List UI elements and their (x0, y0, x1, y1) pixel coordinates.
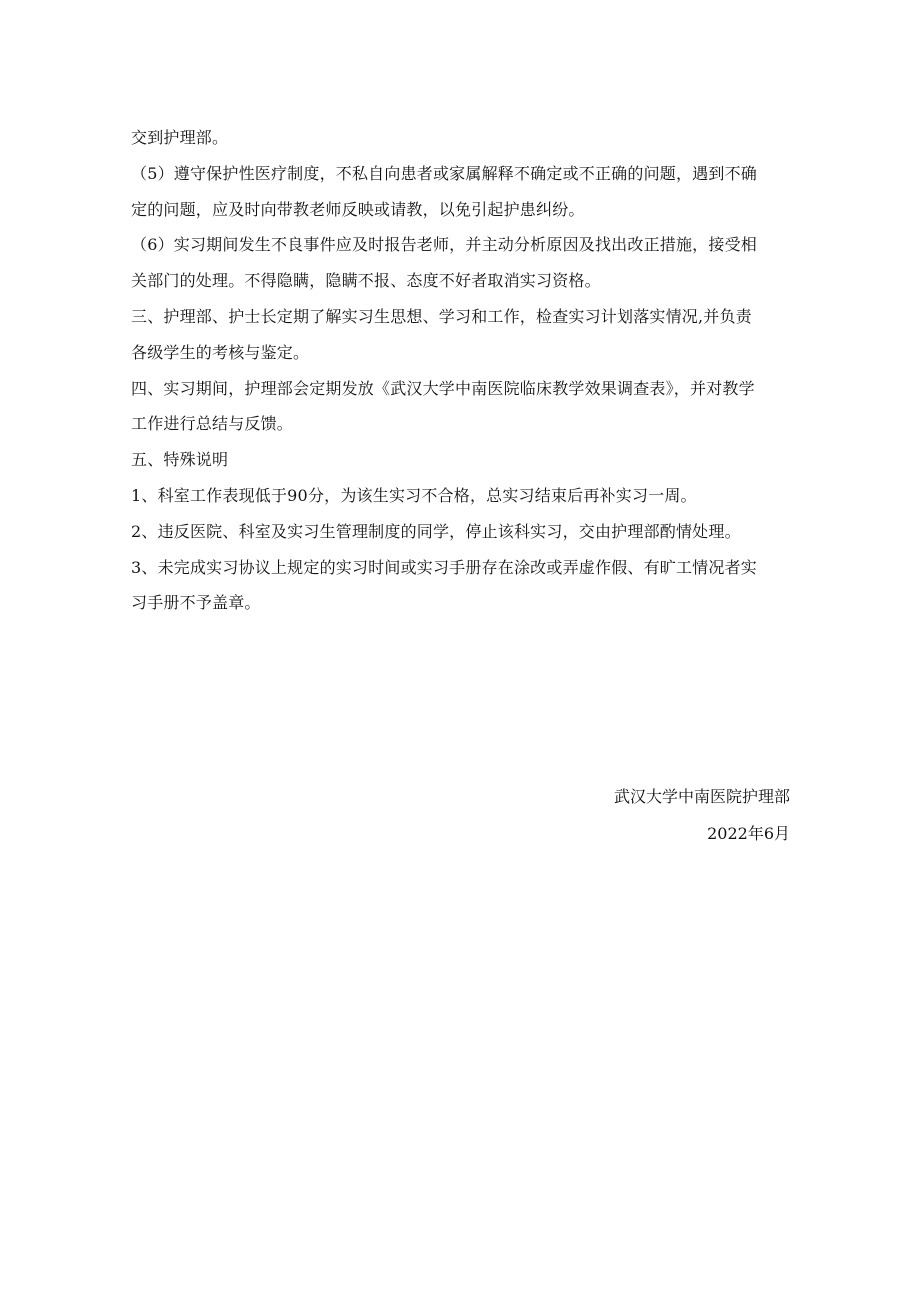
text-line: 2、违反医院、科室及实习生管理制度的同学，停止该科实习，交由护理部酌情处理。 (131, 521, 741, 541)
signature-organization: 武汉大学中南医院护理部 (613, 787, 790, 806)
text-line: 三、护理部、护士长定期了解实习生思想、学习和工作，检查实习计划落实情况,并负责 (131, 306, 752, 326)
signature-date: 2022年6月 (707, 824, 790, 843)
text-line: 3、未完成实习协议上规定的实习时间或实习手册存在涂改或弄虚作假、有旷工情况者实 (131, 557, 757, 577)
text-line: 各级学生的考核与鉴定。 (131, 342, 310, 362)
text-line: 习手册不予盖章。 (131, 593, 261, 613)
text-line: 关部门的处理。不得隐瞒，隐瞒不报、态度不好者取消实习资格。 (131, 271, 601, 291)
text-line: 定的问题，应及时向带教老师反映或请教，以免引起护患纠纷。 (131, 199, 585, 219)
section-heading: 五、特殊说明 (131, 450, 229, 470)
text-line: 工作进行总结与反馈。 (131, 414, 294, 434)
text-line: （6）实习期间发生不良事件应及时报告老师，并主动分析原因及找出改正措施，接受相 (131, 235, 757, 255)
text-line: 1、科室工作表现低于90分，为该生实习不合格，总实习结束后再补实习一周。 (131, 485, 697, 505)
text-line: 交到护理部。 (131, 128, 229, 147)
text-line: （5）遵守保护性医疗制度，不私自向患者或家属解释不确定或不正确的问题，遇到不确 (131, 163, 757, 183)
text-line: 四、实习期间，护理部会定期发放《武汉大学中南医院临床教学效果调查表》，并对教学 (131, 378, 755, 398)
document-body (131, 120, 791, 621)
